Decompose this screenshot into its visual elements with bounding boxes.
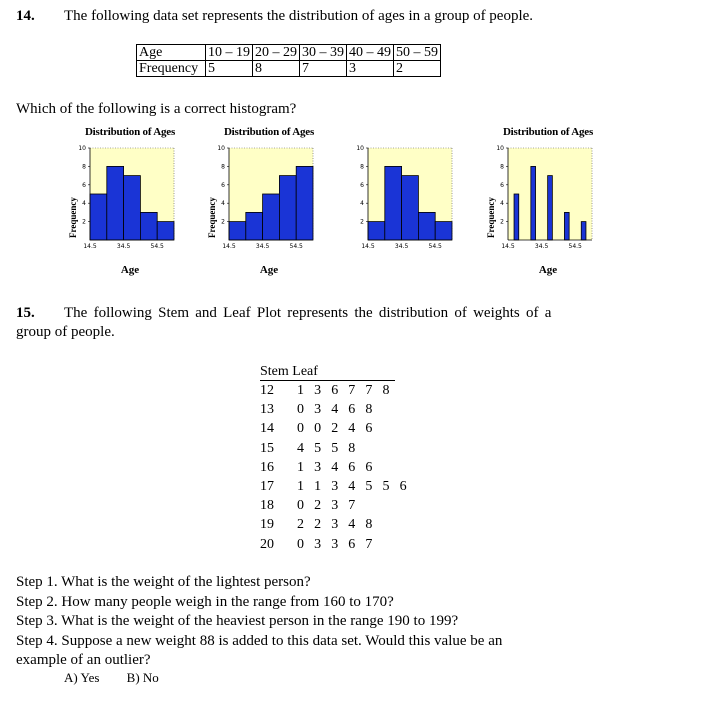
histogram-bar — [564, 212, 569, 240]
option-yes[interactable]: A) Yes — [64, 670, 100, 685]
q14-text: The following data set represents the distribution of ages in a group of people. — [64, 8, 534, 24]
histogram-bar — [435, 222, 452, 240]
histogram-bar — [90, 194, 107, 240]
histogram-bar — [157, 222, 174, 240]
age-range-cell: 40 – 49 — [347, 45, 394, 61]
x-tick-label: 14.5 — [501, 243, 515, 250]
y-tick-label: 2 — [221, 218, 225, 226]
stem-value: 16 — [260, 459, 274, 475]
leaf-values: 1 3 6 7 7 8 — [297, 383, 393, 398]
frequency-cell: 5 — [206, 61, 253, 77]
stem-value: 12 — [260, 383, 274, 398]
q14-question: Which of the following is a correct histogram? — [16, 101, 297, 117]
y-tick-label: 10 — [78, 145, 86, 152]
y-tick-label: 4 — [500, 200, 504, 208]
y-tick-label: 6 — [221, 181, 225, 189]
stem-value: 13 — [260, 402, 274, 418]
stem-leaf-row — [260, 515, 410, 534]
chart-xlabel: Age — [259, 264, 279, 276]
stem-leaf-row — [260, 496, 410, 515]
y-tick-label: 10 — [356, 145, 364, 152]
y-tick-label: 8 — [82, 163, 86, 171]
histogram-bar — [107, 166, 124, 240]
age-range-cell: 10 – 19 — [206, 45, 253, 61]
age-range-cell: 20 – 29 — [253, 45, 300, 61]
y-tick-label: 2 — [360, 218, 364, 226]
stem-value: 17 — [260, 479, 274, 495]
age-frequency-table — [136, 44, 441, 77]
y-tick-label: 8 — [221, 163, 225, 171]
stem-leaf-row — [260, 535, 410, 554]
q15-text-line2: group of people. — [16, 324, 115, 340]
y-tick-label: 6 — [82, 181, 86, 189]
histogram-bar — [418, 212, 435, 240]
stem-value: 14 — [260, 421, 274, 437]
leaf-values: 0 3 3 6 7 — [297, 536, 376, 552]
y-tick-label: 4 — [82, 200, 86, 208]
histogram-bar — [385, 166, 402, 240]
histogram-a[interactable] — [66, 126, 194, 278]
histogram-bar — [581, 222, 586, 240]
step-line: Step 2. How many people weigh in the range from 160 to 170? — [16, 593, 394, 610]
chart-ylabel: Frequency — [68, 197, 78, 238]
step-line: Step 4. Suppose a new weight 88 is added to this data set. Would this value be an — [16, 632, 503, 649]
chart-plot — [484, 126, 612, 278]
stem-value: 18 — [260, 498, 274, 514]
age-range-cell: 50 – 59 — [394, 45, 441, 61]
histogram-b[interactable] — [205, 126, 333, 278]
leaf-values: 0 2 3 7 — [297, 498, 359, 514]
chart-title: Distribution of Ages — [223, 126, 315, 138]
x-tick-label: 14.5 — [222, 243, 236, 250]
x-tick-label: 14.5 — [83, 243, 97, 250]
age-row — [137, 45, 441, 61]
histogram-c[interactable] — [344, 126, 472, 278]
leaf-values: 0 0 2 4 6 — [297, 421, 376, 437]
q15-header — [16, 305, 551, 322]
q15-number: 15. — [16, 305, 35, 321]
chart-title: Distribution of Ages — [502, 126, 594, 138]
histogram-bar — [279, 176, 296, 240]
x-tick-label: 14.5 — [361, 243, 375, 250]
stem-leaf-row — [260, 400, 410, 419]
leaf-values: 2 2 3 4 8 — [297, 517, 376, 533]
stem-value: 20 — [260, 536, 274, 552]
leaf-values: 4 5 5 8 — [297, 440, 359, 456]
x-tick-label: 54.5 — [289, 243, 303, 250]
x-tick-label: 34.5 — [394, 243, 409, 250]
frequency-cell: 7 — [300, 61, 347, 77]
chart-plot — [205, 126, 333, 278]
chart-plot — [344, 126, 472, 278]
age-range-cell: 30 – 39 — [300, 45, 347, 61]
histogram-bar — [548, 176, 553, 240]
stem-leaf-row — [260, 477, 410, 496]
x-tick-label: 54.5 — [150, 243, 164, 250]
y-tick-label: 4 — [360, 200, 364, 208]
q15-text: The following Stem and Leaf Plot represents the distribution of weights of a — [64, 305, 552, 321]
stem-leaf-row — [260, 419, 410, 438]
y-tick-label: 10 — [217, 145, 225, 152]
x-tick-label: 34.5 — [255, 243, 270, 250]
x-tick-label: 54.5 — [568, 243, 582, 250]
y-tick-label: 4 — [221, 200, 225, 208]
x-tick-label: 34.5 — [116, 243, 131, 250]
histogram-bar — [296, 166, 313, 240]
y-tick-label: 8 — [360, 163, 364, 171]
x-tick-label: 54.5 — [428, 243, 442, 250]
chart-plot — [66, 126, 194, 278]
frequency-cell: 3 — [347, 61, 394, 77]
y-tick-label: 6 — [360, 181, 364, 189]
histogram-bar — [246, 212, 263, 240]
histogram-bar — [229, 222, 246, 240]
option-no[interactable]: B) No — [126, 670, 159, 685]
q15-steps — [16, 573, 502, 671]
frequency-row — [137, 61, 441, 77]
q14-number: 14. — [16, 8, 35, 24]
y-tick-label: 2 — [500, 218, 504, 226]
chart-ylabel: Frequency — [207, 197, 217, 238]
leaf-values: 1 1 3 4 5 5 6 — [297, 479, 410, 495]
x-tick-label: 34.5 — [534, 243, 549, 250]
y-tick-label: 2 — [82, 218, 86, 226]
stem-value: 19 — [260, 517, 274, 533]
chart-xlabel: Age — [538, 264, 558, 276]
step-line: Step 1. What is the weight of the lightest person? — [16, 574, 311, 590]
histogram-bar — [124, 176, 141, 240]
stem-leaf-header: Stem Leaf — [260, 363, 395, 381]
histogram-bar — [531, 166, 536, 240]
stem-leaf-row — [260, 458, 410, 477]
q14-header — [16, 8, 533, 25]
chart-title: Distribution of Ages — [84, 126, 176, 138]
answer-options — [64, 670, 183, 686]
stem-leaf-plot — [260, 363, 410, 554]
leaf-values: 1 3 4 6 6 — [297, 459, 376, 475]
histogram-bar — [514, 194, 519, 240]
stem-leaf-row — [260, 381, 410, 400]
frequency-cell: 2 — [394, 61, 441, 77]
frequency-cell: 8 — [253, 61, 300, 77]
chart-ylabel: Frequency — [486, 197, 496, 238]
chart-xlabel: Age — [120, 264, 140, 276]
histogram-bar — [402, 176, 419, 240]
y-tick-label: 8 — [500, 163, 504, 171]
age-label: Age — [137, 45, 206, 61]
step-line: Step 3. What is the weight of the heaviest person in the range 190 to 199? — [16, 613, 459, 629]
frequency-label: Frequency — [137, 61, 206, 77]
histogram-bar — [368, 222, 385, 240]
histogram-bar — [140, 212, 157, 240]
y-tick-label: 10 — [496, 145, 504, 152]
leaf-values: 0 3 4 6 8 — [297, 402, 376, 418]
y-tick-label: 6 — [500, 181, 504, 189]
step-line: example of an outlier? — [16, 652, 151, 668]
histogram-bar — [263, 194, 280, 240]
stem-value: 15 — [260, 440, 274, 456]
stem-leaf-row — [260, 439, 410, 458]
histogram-d[interactable] — [484, 126, 612, 278]
